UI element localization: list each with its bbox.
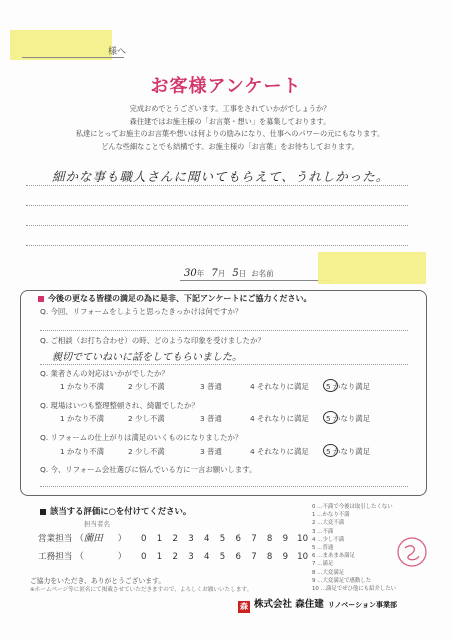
question-3: Q. 業者さんの対応はいかがでしたか？ xyxy=(40,369,169,378)
option-3[interactable]: 3 普通 xyxy=(200,414,222,423)
rating-option[interactable]: 0 xyxy=(141,552,147,562)
rating-option[interactable]: 9 xyxy=(282,552,289,562)
paren-open: （ xyxy=(75,534,84,544)
rating-option[interactable]: 6 xyxy=(235,552,241,562)
survey-header xyxy=(38,293,312,304)
option-1[interactable]: 1 かなり不満 xyxy=(60,382,105,391)
scale-item: 3 …不満 xyxy=(312,528,334,535)
comment-line xyxy=(26,204,408,206)
works-label: 工務担当 xyxy=(38,552,73,562)
option-4[interactable]: 4 それなりに満足 xyxy=(250,414,309,423)
scale-item: 0 …不満で今後は取引したくない xyxy=(312,504,393,510)
paren-open: （ xyxy=(75,552,84,562)
sales-staff-row xyxy=(38,530,311,544)
option-3[interactable]: 3 普通 xyxy=(200,382,222,391)
scale-item: 2 …大変不満 xyxy=(312,520,345,527)
scale-item: 10 …満足でぜひ他にも紹介したい xyxy=(312,586,397,593)
date-day-handwritten: 5 xyxy=(232,268,239,279)
option-4[interactable]: 4 それなりに満足 xyxy=(250,447,309,456)
question-4: Q. 現場はいつも整理整頓され、綺麗でしたか？ xyxy=(40,401,199,410)
company-name xyxy=(238,596,397,613)
question-2-handwritten-answer: 親切でていねいに話をしてもらいました。 xyxy=(52,352,242,363)
rating-option[interactable]: 10 xyxy=(297,552,309,562)
option-4[interactable]: 4 それなりに満足 xyxy=(250,382,309,391)
intro-line: 完成おめでとうございます。工事をされていかがでしょうか？ xyxy=(129,104,331,113)
redacted-customer-name xyxy=(318,252,426,284)
option-5-selected[interactable]: 5 かなり満足 xyxy=(326,382,371,391)
question-6: Q. 今、リフォーム会社選びに悩んでいる方に一言お願いします。 xyxy=(40,465,257,474)
intro-line: どんな些細なことでも結構です。お施主様の「お言葉」をお待ちしております。 xyxy=(101,141,359,151)
rating-option[interactable]: 2 xyxy=(172,534,178,544)
option-2[interactable]: 2 少し不満 xyxy=(128,414,165,423)
rating-option[interactable]: 2 xyxy=(172,552,178,562)
scale-item: 4 …少し不満 xyxy=(312,536,345,543)
question-3-options xyxy=(60,381,390,392)
question-5: Q. リフォームの仕上がりは満足のいくものになりましたか？ xyxy=(40,433,243,442)
answer-line xyxy=(40,486,408,487)
survey-header-text: 今後の更なる皆様の満足の為に是非、下記アンケートにご協力ください。 xyxy=(48,294,312,303)
date-underline xyxy=(180,280,332,281)
option-3[interactable]: 3 普通 xyxy=(200,447,222,456)
rating-option[interactable]: 4 xyxy=(203,552,210,562)
question-1: Q. 今回、リフォームをしようと思ったきっかけは何ですか？ xyxy=(40,307,243,316)
rating-option[interactable]: 0 xyxy=(141,534,147,544)
selection-circle xyxy=(323,411,338,424)
selection-circle xyxy=(323,379,338,392)
comment-line xyxy=(26,224,408,226)
rating-option[interactable]: 8 xyxy=(266,552,273,562)
date-year-suffix: 年 xyxy=(196,269,205,278)
date-year-handwritten: 30 xyxy=(184,268,197,279)
rating-option[interactable]: 5 xyxy=(219,552,226,562)
question-2: Q. ご相談（お打ち合わせ）の時、どのような印象を受けましたか？ xyxy=(40,336,265,345)
selection-circle xyxy=(323,444,338,457)
option-2[interactable]: 2 少し不満 xyxy=(128,382,165,391)
answer-line xyxy=(40,330,408,331)
rating-option[interactable]: 5 xyxy=(219,534,226,544)
rating-option[interactable]: 6 xyxy=(235,534,241,544)
evaluation-title-text: 該当する評価に○を付けてください。 xyxy=(50,506,192,516)
square-bullet-icon xyxy=(38,296,44,302)
name-label: お名前 xyxy=(251,269,274,278)
rating-option[interactable]: 7 xyxy=(251,552,257,562)
thanks-text: ご協力をいただき、ありがとうございます。 xyxy=(30,577,166,585)
evaluation-title xyxy=(40,505,191,517)
rating-option[interactable]: 4 xyxy=(203,534,210,544)
date-row xyxy=(184,268,274,279)
staff-name-label: 担当者名 xyxy=(84,520,110,528)
company-division: リノベーション事業部 xyxy=(327,601,397,609)
intro-text xyxy=(70,103,390,153)
intro-line: 私達にとってお施主のお言葉や想いは何よりの励みになり、仕事へのパワーの元にもなります。 xyxy=(75,129,385,138)
scale-item: 5 …普通 xyxy=(312,545,334,552)
question-5-options xyxy=(60,446,390,457)
question-4-options xyxy=(60,413,390,424)
scale-item: 7 …満足 xyxy=(312,561,334,568)
scale-item: 1 …かなり不満 xyxy=(312,512,350,519)
option-1[interactable]: 1 かなり不満 xyxy=(60,414,105,423)
paren-close: ） xyxy=(117,552,127,562)
date-day-suffix: 日 xyxy=(238,269,247,278)
company-logo-icon: 森 xyxy=(240,602,248,611)
rating-option[interactable]: 10 xyxy=(297,534,309,544)
page-title: お客様アンケート xyxy=(150,76,302,97)
square-bullet-icon xyxy=(40,509,46,515)
rating-option[interactable]: 9 xyxy=(282,534,289,544)
option-5-selected[interactable]: 5 かなり満足 xyxy=(326,447,371,456)
rating-option[interactable]: 7 xyxy=(251,534,257,544)
comment-line xyxy=(26,244,408,246)
handwritten-comment: 細かな事も職人さんに聞いてもらえて、うれしかった。 xyxy=(52,169,390,184)
option-2[interactable]: 2 少し不満 xyxy=(128,447,165,456)
publication-note: ※ホームページ等に匿名にて掲載させていただきますので、よろしくお願いいたします。 xyxy=(30,587,253,593)
intro-line: 森住建ではお施主様の「お言葉・想い」を募集しております。 xyxy=(129,116,331,126)
rating-scale-legend xyxy=(312,503,396,593)
handwritten-signature-mark xyxy=(396,536,428,568)
recipient-suffix: 様へ xyxy=(108,47,127,57)
scale-item: 9 …大変満足で感動した xyxy=(312,577,372,584)
date-month-suffix: 月 xyxy=(217,269,226,278)
scale-item: 8 …大変満足 xyxy=(312,569,345,576)
rating-option[interactable]: 1 xyxy=(156,534,163,544)
rating-option[interactable]: 3 xyxy=(188,534,194,544)
date-month-handwritten: 7 xyxy=(211,268,218,279)
rating-option[interactable]: 8 xyxy=(266,534,273,544)
paren-close: ） xyxy=(117,534,127,544)
rating-option[interactable]: 1 xyxy=(156,552,163,562)
option-5-selected[interactable]: 5 かなり満足 xyxy=(326,414,371,423)
rating-option[interactable]: 3 xyxy=(188,552,194,562)
works-staff-row xyxy=(38,550,311,562)
sales-label: 営業担当 xyxy=(38,534,73,544)
scale-item: 6 …まあまあ満足 xyxy=(312,553,355,560)
answer-line xyxy=(40,364,408,365)
company-name-text: 株式会社 森住建 xyxy=(254,599,324,610)
sales-staff-name-handwritten: 薗田 xyxy=(83,533,103,544)
option-1[interactable]: 1 かなり不満 xyxy=(60,447,105,456)
